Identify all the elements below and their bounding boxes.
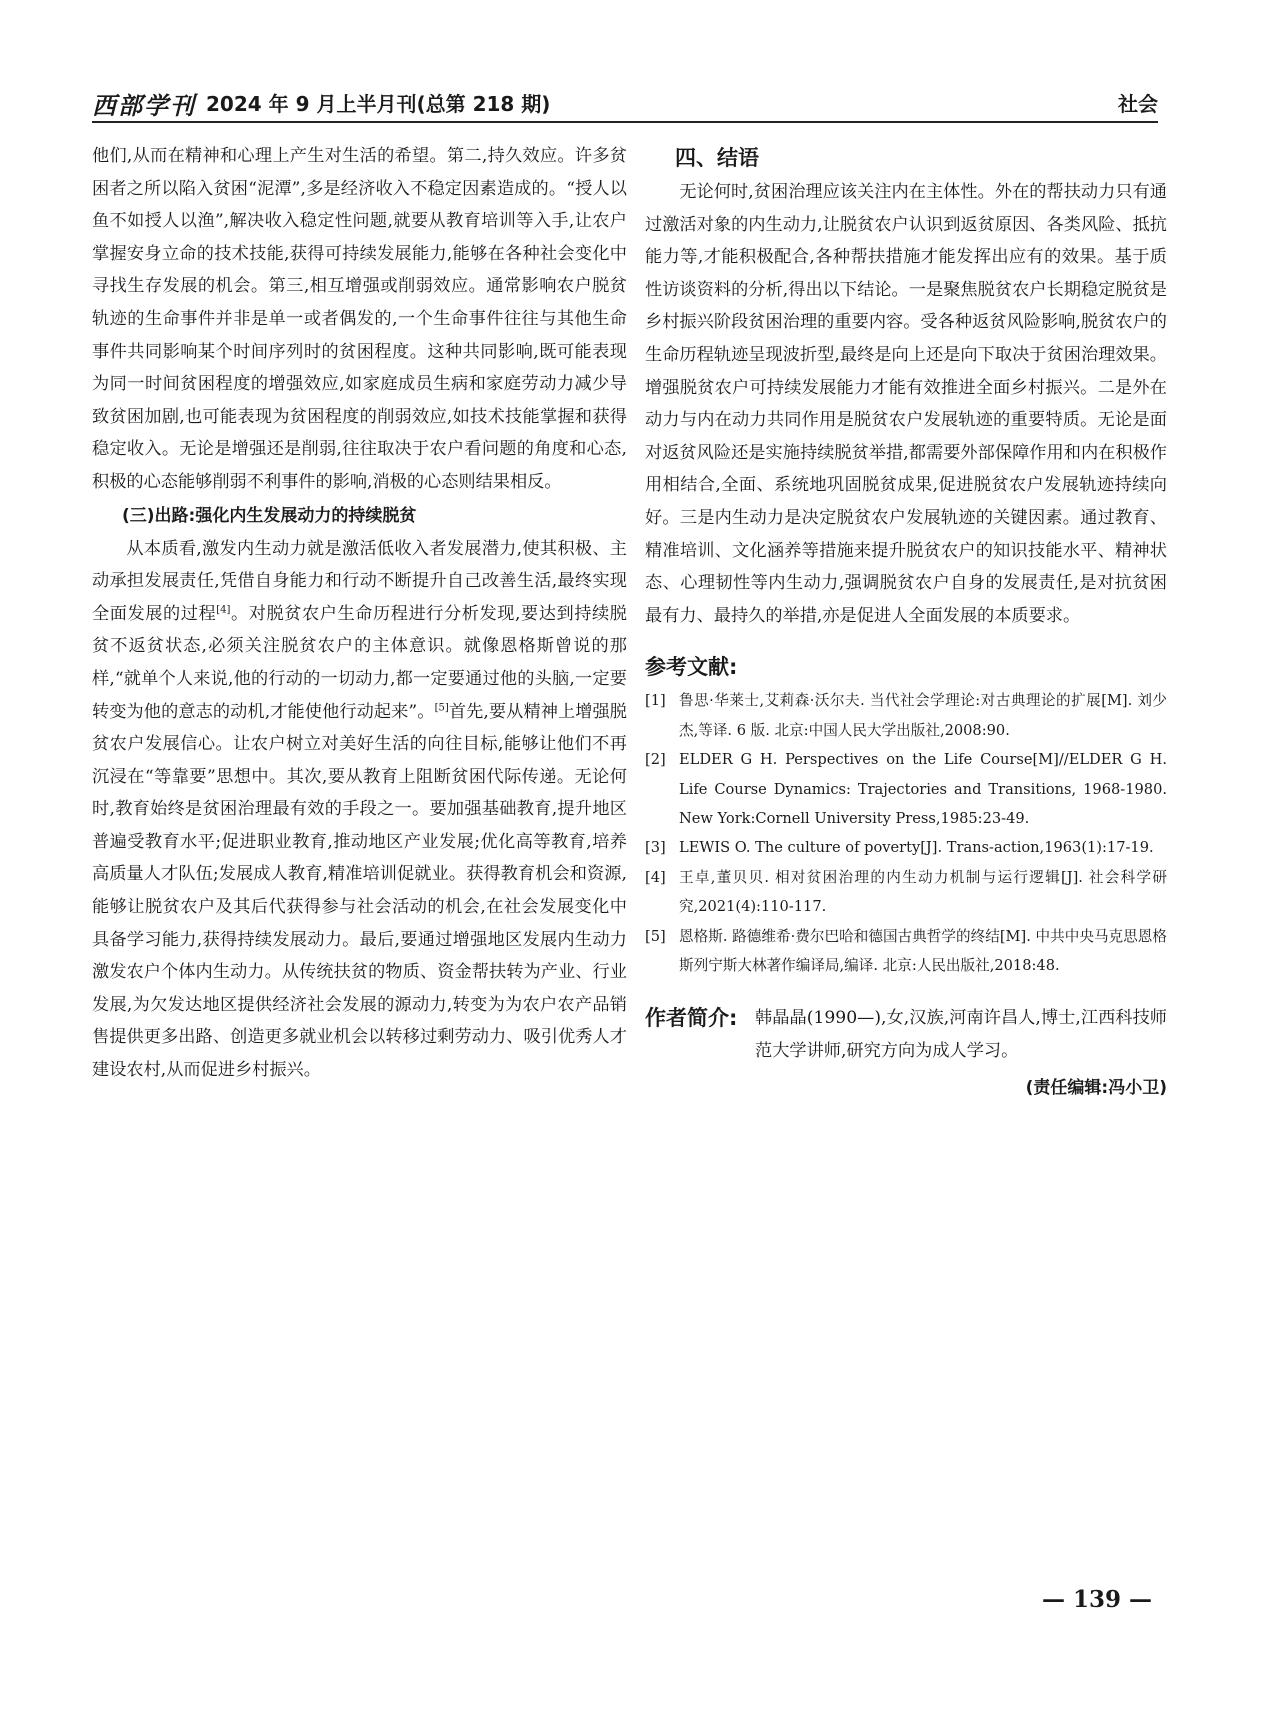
reference-item (645, 863, 1167, 922)
reference-number: [4] (645, 868, 666, 886)
citation-ref: [4] (216, 603, 231, 615)
reference-item (645, 745, 1167, 833)
author-bio (645, 1002, 1167, 1068)
header-rule (92, 121, 1158, 123)
responsible-editor: (责任编辑:冯小卫) (1025, 1078, 1167, 1099)
conclusion-paragraph: 无论何时,贫困治理应该关注内在主体性。外在的帮扶动力只有通过激活对象的内生动力,让脱贫农户认识到返贫原因、各类风险、抵抗能力等,才能积极配合,各种帮扶措施才能发挥出应有的效果。基于质性访谈资料的分析,得出以下结论。一是聚焦脱贫农户长期稳定脱贫是乡村振兴阶段贫困治理的重要内容。受各种返贫风险影响,脱贫农户的生命历程轨迹呈现波折型,最终是向上还是向下取决于贫困治理效果。增强脱贫农户可持续发展能力才能有效推进全面乡村振兴。二是外在动力与内在动力共同作用是脱贫农户发展轨迹的重要特质。无论是面对返贫风险还是实施持续脱贫举措,都需要外部保障作用和内在积极作用相结合,全面、系统地巩固脱贫成果,促进脱贫农户发展轨迹持续向好。三是内生动力是决定脱贫农户发展轨迹的关键因素。通过教育、精准培训、文化涵养等措施来提升脱贫农户的知识技能水平、精神状态、心理韧性等内生动力,强调脱贫农户自身的发展责任,是对抗贫困最有力、最持久的举措,亦是促进人全面发展的本质要求。 (645, 182, 1167, 626)
references-list (645, 686, 1167, 980)
subheading: (三)出路:强化内生发展动力的持续脱贫 (122, 505, 417, 526)
author-bio-text: 韩晶晶(1990—),女,汉族,河南许昌人,博士,江西科技师范大学讲师,研究方向为成人学习。 (755, 1008, 1167, 1062)
reference-number: [1] (645, 692, 666, 710)
reference-text: 恩格斯. 路德维希·费尔巴哈和德国古典哲学的终结[M]. 中共中央马克思恩格斯列宁斯大林著作编译局,编译. 北京:人民出版社,2018:48. (679, 927, 1167, 974)
reference-text: LEWIS O. The culture of poverty[J]. Trans-action,1963(1):17-19. (679, 839, 1154, 857)
body-paragraph: 他们,从而在精神和心理上产生对生活的希望。第二,持久效应。许多贫困者之所以陷入贫困“泥潭”,多是经济收入不稳定因素造成的。“授人以鱼不如授人以渔”,解决收入稳定性问题,就要从教育培训等入手,让农户掌握安身立命的技术技能,获得可持续发展能力,能够在各种社会变化中寻找生存发展的机会。第三,相互增强或削弱效应。通常影响农户脱贫轨迹的生命事件并非是单一或者偶发的,一个生命事件往往与其他生命事件共同影响某个时间序列时的贫困程度。这种共同影响,既可能表现为同一时间贫困程度的增强效应,如家庭成员生病和家庭劳动力减少导致贫困加剧,也可能表现为贫困程度的削弱效应,如技术技能掌握和获得稳定收入。无论是增强还是削弱,往往取决于农户看问题的角度和心态,积极的心态能够削弱不利事件的影响,消极的心态则结果相反。 (92, 146, 627, 492)
citation-ref: [5] (434, 701, 449, 713)
reference-text: 王卓,董贝贝. 相对贫困治理的内生动力机制与运行逻辑[J]. 社会科学研究,2021(4):110-117. (679, 868, 1167, 916)
author-bio-label: 作者简介: (645, 1006, 738, 1031)
references-title: 参考文献: (645, 655, 738, 680)
section-label: 社会 (1118, 92, 1158, 116)
paragraph-text: 从本质看,激发内生动力就是激活低收入者发展潜力,使其积极、主动承担发展责任,凭借自身能力和行动不断提升自己改善生活,最终实现全面发展的过程 (92, 538, 627, 624)
journal-logo: 西部学刊 (92, 91, 196, 120)
reference-item (645, 922, 1167, 981)
reference-text: 鲁思·华莱士,艾莉森·沃尔夫. 当代社会学理论:对古典理论的扩展[M]. 刘少杰,等译. 6 版. 北京:中国人民大学出版社,2008:90. (679, 692, 1167, 739)
reference-number: [2] (645, 751, 666, 769)
page-number: — 139 — (1041, 1586, 1152, 1613)
reference-text: ELDER G H. Perspectives on the Life Course[M]//ELDER G H. Life Course Dynamics: Trajectories and Transitions, 1968-1980. New York:Cornell University Press,1985:23-49. (679, 751, 1167, 827)
paragraph-text: 。对脱贫农户生命历程进行分析发现,要达到持续脱贫不返贫状态,必须关注脱贫农户的主体意识。就像恩格斯曾说的那样,“就单个人来说,他的行动的一切动力,都一定要通过他的头脑,一定要转变为他的意志的动机,才能使他行动起来”。 (92, 603, 627, 722)
paragraph-text: 首先,要从精神上增强脱贫农户发展信心。让农户树立对美好生活的向往目标,能够让他们不再沉浸在“等靠要”思想中。其次,要从教育上阻断贫困代际传递。无论何时,教育始终是贫困治理最有效的手段之一。要加强基础教育,提升地区普遍受教育水平;促进职业教育,推动地区产业发展;优化高等教育,培养高质量人才队伍;发展成人教育,精准培训促就业。获得教育机会和资源,能够让脱贫农户及其后代获得参与社会活动的机会,在社会发展变化中具备学习能力,获得持续发展动力。最后,要通过增强地区发展内生动力激发农户个体内生动力。从传统扶贫的物质、资金帮扶转为产业、行业发展,为欠发达地区提供经济社会发展的源动力,转变为为农户农产品销售提供更多出路、创造更多就业机会以转移过剩劳动力、吸引优秀人才建设农村,从而促进乡村振兴。 (92, 701, 627, 1081)
body-paragraph (92, 533, 627, 1087)
issue-info: 2024 年 9 月上半月刊(总第 218 期) (206, 92, 551, 116)
reference-number: [3] (645, 839, 666, 857)
left-column (92, 140, 627, 1087)
reference-number: [5] (645, 927, 666, 945)
page-header (92, 84, 1158, 124)
section-title: 四、结语 (675, 146, 759, 170)
reference-item (645, 833, 1167, 862)
reference-item (645, 686, 1167, 745)
right-column (645, 140, 1167, 1104)
